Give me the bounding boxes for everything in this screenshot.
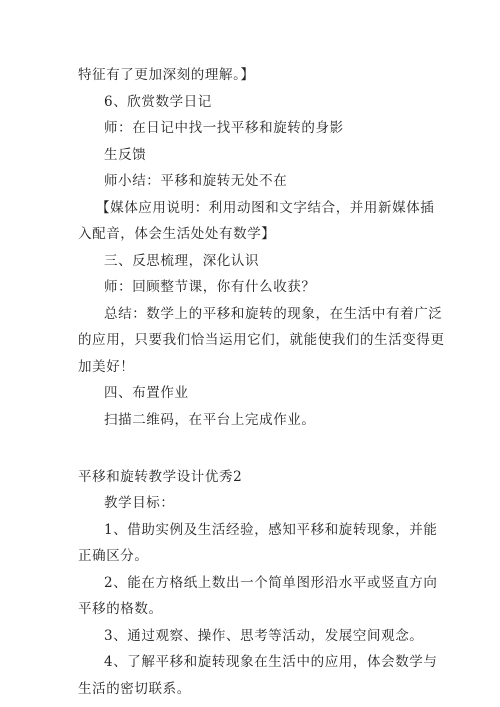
text-line: 平移的格数。 bbox=[78, 601, 163, 617]
text-line: 特征有了更加深刻的理解。】 bbox=[78, 67, 255, 83]
text-line: 总结：数学上的平移和旋转的现象，在生活中有着广泛 bbox=[104, 306, 443, 322]
text-line: 加美好！ bbox=[78, 359, 135, 375]
section-title: 平移和旋转教学设计优秀2 bbox=[78, 469, 243, 485]
text-line: 师：在日记中找一找平移和旋转的身影 bbox=[104, 120, 344, 136]
text-line: 三、反思梳理，深化认识 bbox=[104, 253, 260, 269]
text-line: 生反馈 bbox=[104, 147, 147, 163]
text-line: 正确区分。 bbox=[78, 548, 149, 564]
text-line: 3、通过观察、操作、思考等活动，发展空间观念。 bbox=[104, 628, 424, 644]
text-line: 的应用，只要我们恰当运用它们，就能使我们的生活变得更 bbox=[78, 332, 445, 348]
text-line: 教学目标： bbox=[104, 495, 175, 511]
text-line: 1、借助实例及生活经验，感知平移和旋转现象，并能 bbox=[104, 522, 438, 538]
text-line: 4、了解平移和旋转现象在生活中的应用，体会数学与 bbox=[104, 654, 438, 670]
text-line: 2、能在方格纸上数出一个简单图形沿水平或竖直方向 bbox=[104, 575, 438, 591]
text-line: 入配音，体会生活处处有数学】 bbox=[78, 226, 276, 242]
text-line: 扫描二维码，在平台上完成作业。 bbox=[104, 412, 316, 428]
text-line: 四、布置作业 bbox=[104, 385, 189, 401]
text-line: 师：回顾整节课，你有什么收获？ bbox=[104, 279, 316, 295]
text-line: 师小结：平移和旋转无处不在 bbox=[104, 173, 288, 189]
text-line: 6、欣赏数学日记 bbox=[104, 94, 212, 110]
text-line: 生活的密切联系。 bbox=[78, 681, 191, 697]
text-line: 【媒体应用说明：利用动图和文字结合，并用新媒体插 bbox=[96, 200, 435, 216]
